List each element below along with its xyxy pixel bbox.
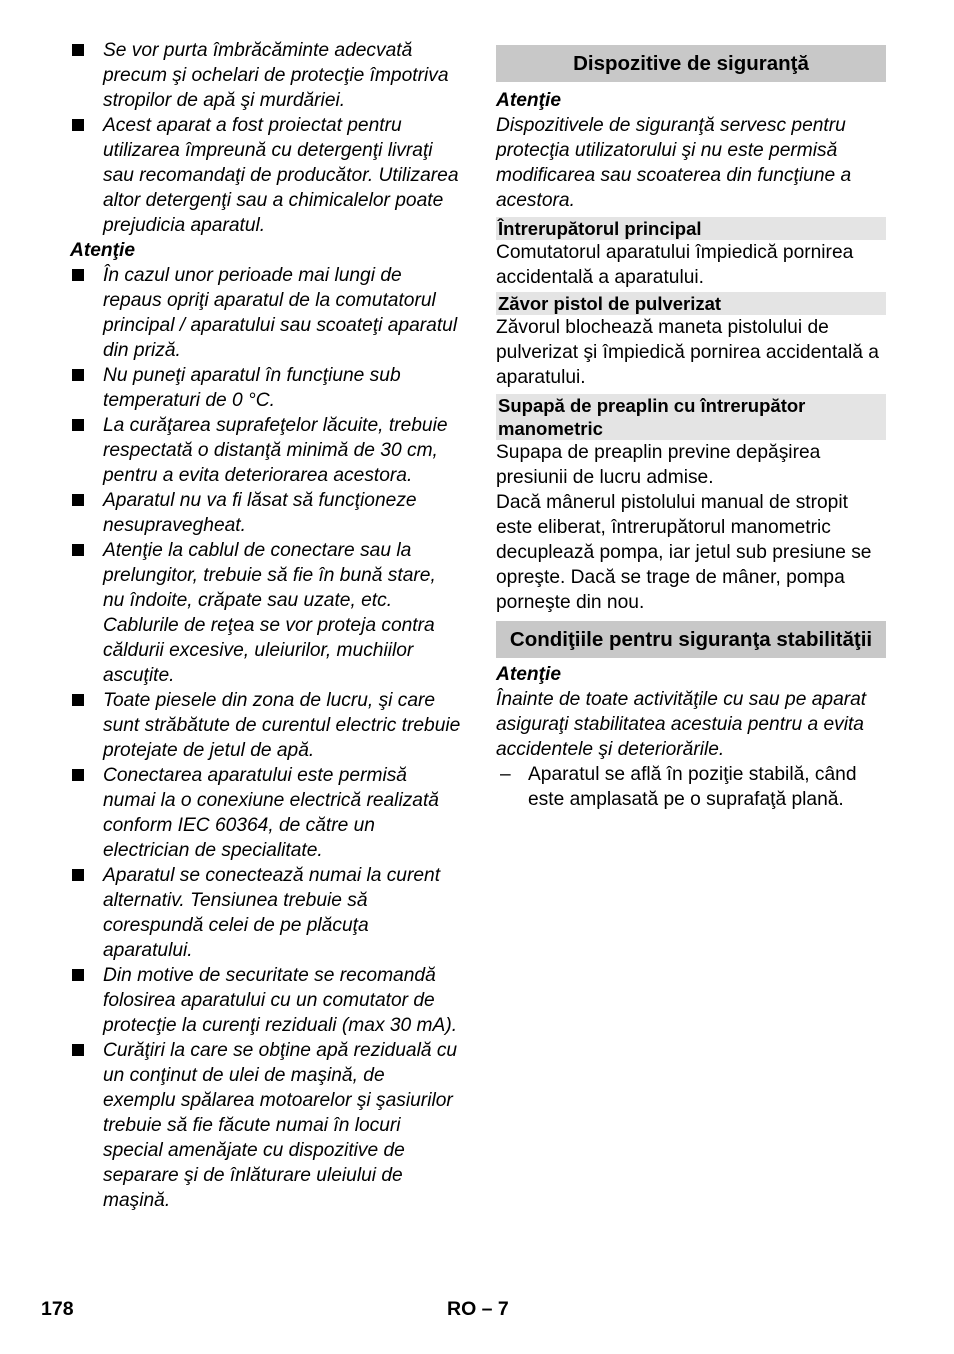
square-bullet-icon xyxy=(72,869,84,881)
section-title-safety-devices: Dispozitive de siguranţă xyxy=(496,45,886,82)
bullet-list-top xyxy=(70,38,462,238)
right-column xyxy=(496,45,886,812)
square-bullet-icon xyxy=(72,269,84,281)
square-bullet-icon xyxy=(72,419,84,431)
square-bullet-icon xyxy=(72,369,84,381)
square-bullet-icon xyxy=(72,544,84,556)
list-item: Nu puneţi aparatul în funcţiune sub temperaturi de 0 °C. xyxy=(70,363,462,413)
main-switch-text: Comutatorul aparatului împiedică pornirea accidentală a aparatului. xyxy=(496,242,854,288)
bullet-list-bottom xyxy=(70,263,462,1213)
square-bullet-icon xyxy=(72,119,84,131)
page-number: 178 xyxy=(41,1298,74,1320)
list-item: Conectarea aparatului este permisă numai la o conexiune electrică realizată conform IEC 60364, de către un electrician de specialitate. xyxy=(70,763,462,863)
subheader-trigger-lock: Zăvor pistol de pulverizat xyxy=(496,292,886,315)
overflow-valve-text-2: Dacă mânerul pistolului manual de stropit este eliberat, întrerupătorul manometric decuplează pompa, iar jetul sub presiune se opreşte. Dacă se trage de mâner, pompa porneşte din nou. xyxy=(496,492,872,613)
list-item: Acest aparat a fost proiectat pentru utilizarea împreună cu detergenţi livraţi sau recomandaţi de producător. Utilizarea altor detergenţi sau a chimicalelor poate prejudicia aparatul. xyxy=(70,113,462,238)
square-bullet-icon xyxy=(72,1044,84,1056)
left-column xyxy=(70,38,462,1213)
square-bullet-icon xyxy=(72,969,84,981)
list-item: – Aparatul se află în poziţie stabilă, când este amplasată pe o suprafaţă plană. xyxy=(500,764,857,810)
list-item: La curăţarea suprafeţelor lăcuite, trebuie respectată o distanţă minimă de 30 cm, pentru a evita deteriorarea acestora. xyxy=(70,413,462,488)
attention-label: Atenţie xyxy=(496,664,562,685)
subheader-main-switch: Întrerupătorul principal xyxy=(496,217,886,240)
list-item: Se vor purta îmbrăcăminte adecvată precum şi ochelari de protecţie împotriva stropilor de apă şi murdăriei. xyxy=(70,38,462,113)
section-page-label: RO – 7 xyxy=(447,1298,509,1320)
attention-text: Dispozitivele de siguranţă servesc pentru protecţia utilizatorului şi nu este permisă modificarea sau scoaterea din funcţiune a acestora. xyxy=(496,115,852,211)
list-item: Toate piesele din zona de lucru, şi care sunt străbătute de curentul electric trebuie protejate de jetul de apă. xyxy=(70,688,462,763)
square-bullet-icon xyxy=(72,44,84,56)
overflow-valve-text-1: Supapa de preaplin previne depăşirea presiunii de lucru admise. xyxy=(496,442,821,488)
square-bullet-icon xyxy=(72,769,84,781)
list-item: Aparatul se conectează numai la curent alternativ. Tensiunea trebuie să corespundă celei de pe plăcuţa aparatului. xyxy=(70,863,462,963)
attention-text: Înainte de toate activităţile cu sau pe aparat asiguraţi stabilitatea acestuia pentru a evita accidentele şi deteriorările. xyxy=(496,689,867,760)
subheader-overflow-valve: Supapă de preaplin cu întrerupător manometric xyxy=(496,394,886,440)
list-item: Atenţie la cablul de conectare sau la prelungitor, trebuie să fie în bună stare, nu îndoite, crăpate sau uzate, etc. Cablurile de reţea se vor proteja contra căldurii excesive, uleiurilor, muchiilor ascuţite. xyxy=(70,538,462,688)
trigger-lock-text: Zăvorul blochează maneta pistolului de pulverizat şi împiedică pornirea accidentală a aparatului. xyxy=(496,317,879,388)
list-item: Curăţiri la care se obţine apă reziduală cu un conţinut de ulei de maşină, de exemplu spălarea motoarelor şi şasiurilor trebuie să fie făcute numai în locuri special amenăjate cu dispozitive de separare şi de înlăturare uleiului de maşină. xyxy=(70,1038,462,1213)
square-bullet-icon xyxy=(72,694,84,706)
section-title-stability: Condiţiile pentru siguranţa stabilităţii xyxy=(496,621,886,658)
square-bullet-icon xyxy=(72,494,84,506)
attention-label: Atenţie xyxy=(496,90,562,111)
dash-marker: – xyxy=(500,764,511,785)
list-item: Aparatul nu va fi lăsat să funcţioneze nesupravegheat. xyxy=(70,488,462,538)
list-item: Din motive de securitate se recomandă folosirea aparatului cu un comutator de protecţie la curenţi reziduali (max 30 mA). xyxy=(70,963,462,1038)
list-item: În cazul unor perioade mai lungi de repaus opriţi aparatul de la comutatorul principal / aparatului sau scoateţi aparatul din priză. xyxy=(70,263,462,363)
attention-label: Atenţie xyxy=(70,240,136,261)
